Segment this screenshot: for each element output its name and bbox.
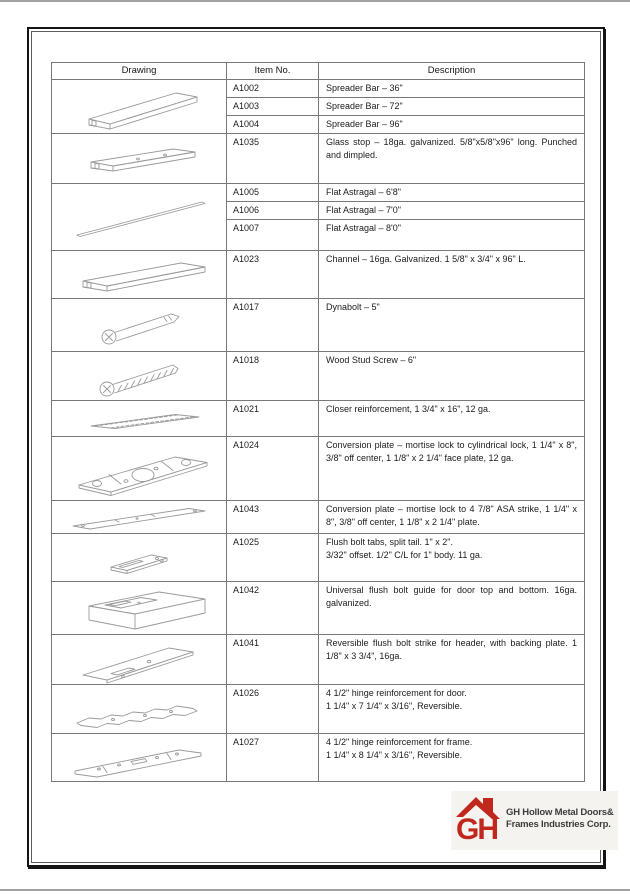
item-no: A1025 bbox=[227, 534, 319, 582]
dynabolt-drawing bbox=[53, 300, 226, 351]
closer-reinforcement-drawing bbox=[53, 402, 226, 436]
company-name-line-1: GH Hollow Metal Doors& bbox=[506, 807, 614, 818]
hinge-reinforcement-frame-drawing bbox=[53, 735, 226, 781]
item-description: Universal flush bolt guide for door top and bottom. 16ga. galvanized. bbox=[319, 582, 585, 635]
hinge-reinforcement-door-drawing bbox=[53, 686, 226, 733]
table-row bbox=[52, 299, 585, 352]
item-no: A1002 bbox=[227, 80, 319, 98]
item-description: Wood Stud Screw – 6" bbox=[319, 352, 585, 401]
item-no: A1024 bbox=[227, 437, 319, 501]
item-description: Glass stop – 18ga. galvanized. 5/8"x5/8"x96" long. Punched and dimpled. bbox=[319, 134, 585, 184]
item-no: A1018 bbox=[227, 352, 319, 401]
table-row bbox=[52, 635, 585, 685]
company-name bbox=[506, 807, 614, 831]
item-description: Spreader Bar – 72" bbox=[319, 98, 585, 116]
table-row bbox=[52, 352, 585, 401]
item-no: A1017 bbox=[227, 299, 319, 352]
item-no: A1007 bbox=[227, 220, 319, 251]
item-description: Flat Astragal – 6'8" bbox=[319, 184, 585, 202]
item-no: A1004 bbox=[227, 116, 319, 134]
table-row bbox=[52, 582, 585, 635]
flush-bolt-strike-drawing bbox=[53, 636, 226, 684]
document-page bbox=[27, 27, 614, 867]
drawing-cell bbox=[52, 401, 227, 437]
item-no: A1035 bbox=[227, 134, 319, 184]
item-description: Flat Astragal – 8'0" bbox=[319, 220, 585, 251]
table-row bbox=[52, 80, 585, 98]
drawing-cell bbox=[52, 184, 227, 251]
drawing-cell bbox=[52, 299, 227, 352]
table-row bbox=[52, 685, 585, 734]
item-description: Conversion plate – mortise lock to cylindrical lock, 1 1/4" x 8", 3/8" off center, 1 1/8" x 2 1/4" face plate, 12 ga. bbox=[319, 437, 585, 501]
drawing-cell bbox=[52, 534, 227, 582]
glass-stop-drawing bbox=[53, 135, 226, 183]
drawing-cell bbox=[52, 734, 227, 782]
drawing-cell bbox=[52, 437, 227, 501]
screen-bottom-edge bbox=[0, 889, 630, 891]
drawing-cell bbox=[52, 685, 227, 734]
item-description: Flat Astragal – 7'0" bbox=[319, 202, 585, 220]
item-no: A1026 bbox=[227, 685, 319, 734]
parts-table bbox=[51, 62, 585, 782]
drawing-cell bbox=[52, 635, 227, 685]
item-description bbox=[319, 685, 585, 734]
table-row bbox=[52, 134, 585, 184]
drawing-cell bbox=[52, 134, 227, 184]
screen-top-edge bbox=[0, 0, 630, 2]
description-line-2: 3/32" offset. 1/2" C/L for 1" body. 11 ga. bbox=[326, 550, 483, 560]
description-line-1: 4 1/2" hinge reinforcement for door. bbox=[326, 688, 467, 698]
col-header-description: Description bbox=[319, 63, 585, 80]
item-no: A1005 bbox=[227, 184, 319, 202]
item-no: A1041 bbox=[227, 635, 319, 685]
item-no: A1021 bbox=[227, 401, 319, 437]
table-row bbox=[52, 501, 585, 534]
drawing-cell bbox=[52, 582, 227, 635]
description-line-1: 4 1/2" hinge reinforcement for frame. bbox=[326, 737, 473, 747]
item-no: A1027 bbox=[227, 734, 319, 782]
flat-astragal-drawing bbox=[53, 185, 226, 250]
col-header-item-no: Item No. bbox=[227, 63, 319, 80]
table-row bbox=[52, 401, 585, 437]
item-description: Reversible flush bolt strike for header, with backing plate. 1 1/8" x 3 3/4", 16ga. bbox=[319, 635, 585, 685]
item-description: Spreader Bar – 36" bbox=[319, 80, 585, 98]
item-no: A1006 bbox=[227, 202, 319, 220]
table-row bbox=[52, 734, 585, 782]
table-row bbox=[52, 184, 585, 202]
company-logo bbox=[451, 791, 618, 850]
svg-text:GH: GH bbox=[456, 813, 497, 844]
item-description: Conversion plate – mortise lock to 4 7/8" ASA strike, 1 1/4" x 8", 3/8" off center, 1 1/8" x 2 1/4" plate. bbox=[319, 501, 585, 534]
table-header-row bbox=[52, 63, 585, 80]
drawing-cell bbox=[52, 501, 227, 534]
table-row bbox=[52, 251, 585, 299]
description-line-2: 1 1/4" x 7 1/4" x 3/16", Reversible. bbox=[326, 701, 463, 711]
item-description bbox=[319, 734, 585, 782]
description-line-2: 1 1/4" x 8 1/4" x 3/16", Reversible. bbox=[326, 750, 463, 760]
item-description: Channel – 16ga. Galvanized. 1 5/8" x 3/4" x 96" L. bbox=[319, 251, 585, 299]
item-description: Spreader Bar – 96" bbox=[319, 116, 585, 134]
description-line-1: Flush bolt tabs, split tail. 1" x 2". bbox=[326, 537, 453, 547]
drawing-cell bbox=[52, 352, 227, 401]
channel-drawing bbox=[53, 252, 226, 298]
item-no: A1023 bbox=[227, 251, 319, 299]
item-no: A1042 bbox=[227, 582, 319, 635]
flush-bolt-guide-drawing bbox=[53, 583, 226, 634]
item-no: A1043 bbox=[227, 501, 319, 534]
drawing-cell bbox=[52, 80, 227, 134]
page-inner-border bbox=[31, 31, 614, 863]
item-no: A1003 bbox=[227, 98, 319, 116]
conversion-plate-asa-drawing bbox=[53, 502, 226, 533]
gh-house-icon bbox=[455, 794, 501, 844]
table-row bbox=[52, 437, 585, 501]
item-description bbox=[319, 534, 585, 582]
drawing-cell bbox=[52, 251, 227, 299]
item-description: Closer reinforcement, 1 3/4" x 16", 12 ga. bbox=[319, 401, 585, 437]
conversion-plate-cylindrical-drawing bbox=[53, 438, 226, 500]
spreader-bar-drawing bbox=[53, 81, 226, 133]
col-header-drawing: Drawing bbox=[52, 63, 227, 80]
wood-stud-screw-drawing bbox=[53, 353, 226, 400]
item-description: Dynabolt – 5" bbox=[319, 299, 585, 352]
company-name-line-2: Frames Industries Corp. bbox=[506, 819, 611, 830]
table-row bbox=[52, 534, 585, 582]
flush-bolt-tabs-drawing bbox=[53, 535, 226, 581]
